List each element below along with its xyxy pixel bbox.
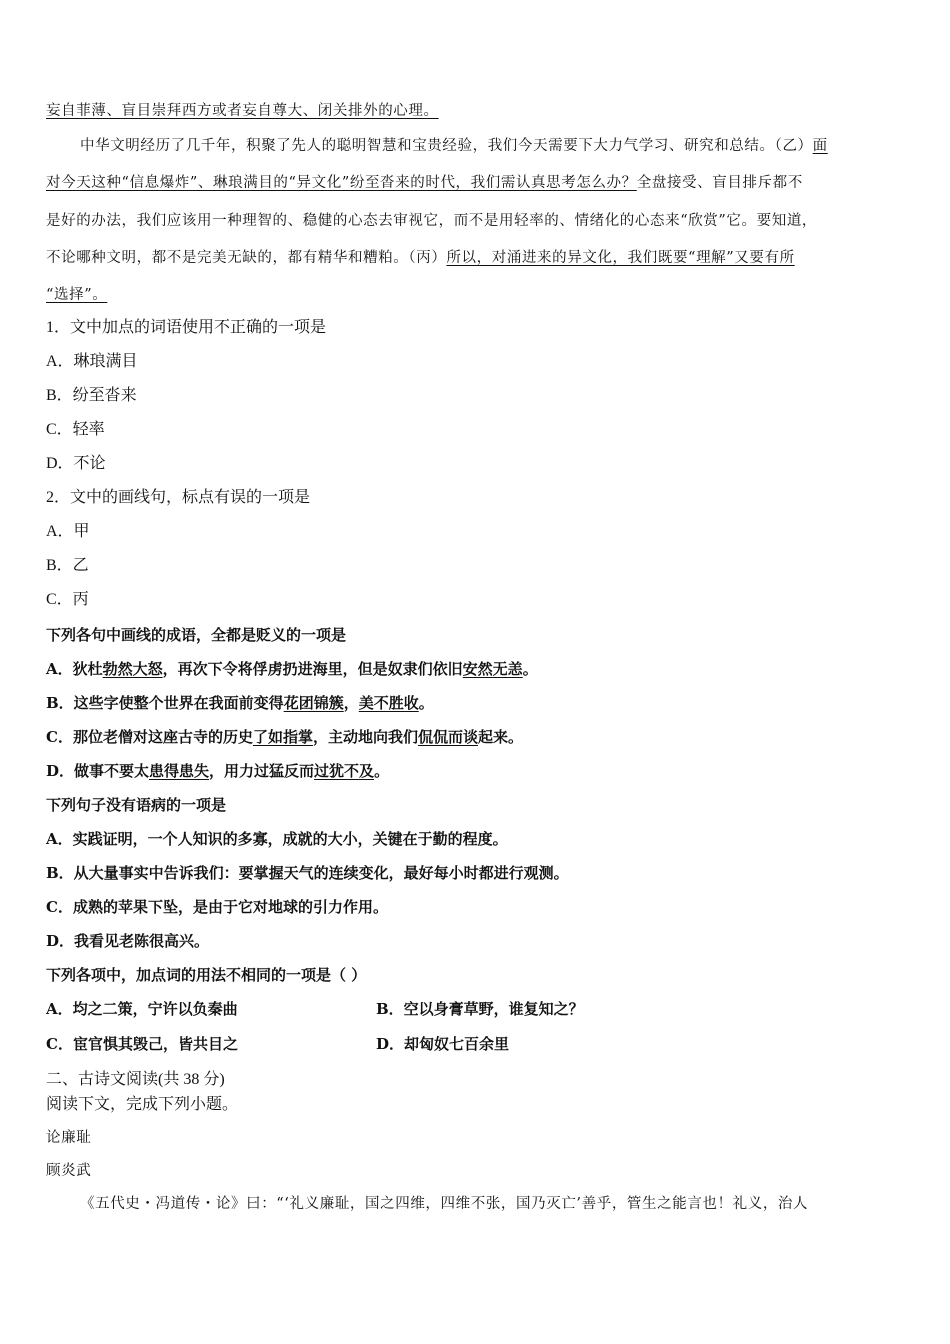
option: A．均之二策，宁许以负秦曲	[46, 1000, 238, 1018]
passage-line	[46, 248, 795, 268]
passage-text: 全盘接受、盲目排斥都不	[636, 175, 803, 191]
option	[46, 761, 389, 781]
underlined-idiom: 患得患失	[149, 762, 210, 780]
article-author: 顾炎武	[46, 1163, 92, 1179]
question-stem: 1．文中加点的词语使用不正确的一项是	[46, 319, 327, 336]
underlined-idiom: 了如指掌	[252, 728, 313, 746]
passage-line	[80, 136, 828, 156]
option-text: 。	[374, 762, 390, 780]
option-text: ，再次下令将俘虏扔进海里，但是奴隶们依旧	[162, 660, 463, 678]
underlined-sentence: 所以，对涌进来的异文化，我们既要“理解”又要有所	[446, 250, 795, 266]
option-text: ，主动地向我们	[312, 728, 418, 746]
article-text: 《五代史・冯道传・论》曰：“‘礼义廉耻，国之四维，四维不张，国乃灭亡’善乎，管生之能言也！礼义，治人	[80, 1196, 809, 1212]
article-title: 论廉耻	[46, 1130, 92, 1146]
option: C．轻率	[46, 421, 105, 438]
option	[46, 727, 523, 747]
underlined-idiom: 花团锦簇	[283, 694, 344, 712]
option: C．成熟的苹果下坠，是由于它对地球的引力作用。	[46, 898, 388, 916]
option-text: 。	[522, 660, 538, 678]
passage-text: 中华文明经历了几千年，积聚了先人的聪明智慧和宝贵经验，我们今天需要下大力气学习、研究和总结。（乙）	[80, 138, 813, 154]
option: D．我看见老陈很高兴。	[46, 932, 210, 950]
option	[46, 693, 434, 713]
option-text: ，	[343, 694, 359, 712]
section-instruction: 阅读下文，完成下列小题。	[46, 1096, 239, 1113]
option-text: D．做事不要太	[46, 762, 150, 780]
question-stem: 下列句子没有语病的一项是	[46, 796, 227, 814]
option: B．从大量事实中告诉我们：要掌握天气的连续变化，最好每小时都进行观测。	[46, 864, 569, 882]
underlined-idiom: 美不胜收	[358, 694, 419, 712]
option: B．纷至沓来	[46, 387, 137, 404]
option-text: C．那位老僧对这座古寺的历史	[46, 728, 253, 746]
passage-line: 是好的办法，我们应该用一种理智的、稳健的心态去审视它，而不是用轻率的、情绪化的心态来“欣赏”它。要知道，	[46, 213, 818, 229]
option	[46, 659, 538, 679]
option-text: 。	[418, 694, 434, 712]
option-text: 起来。	[478, 728, 524, 746]
option: C．丙	[46, 591, 89, 608]
option-text: B．这些字使整个世界在我面前变得	[46, 694, 284, 712]
option: A．琳琅满目	[46, 353, 138, 370]
option-text: A．狄杜	[46, 660, 103, 678]
underlined-idiom: 侃侃而谈	[417, 728, 478, 746]
option: D．却匈奴七百余里	[376, 1035, 510, 1053]
option: B．空以身膏草野，谁复知之？	[376, 1000, 584, 1018]
question-stem: 2．文中的画线句，标点有误的一项是	[46, 489, 311, 506]
question-stem: 下列各项中，加点词的用法不相同的一项是（ ）	[46, 966, 367, 984]
underlined-idiom: 安然无恙	[462, 660, 523, 678]
passage-line: 妄自菲薄、盲目崇拜西方或者妄自尊大、闭关排外的心理。	[46, 103, 439, 119]
passage-line	[46, 173, 803, 193]
underlined-sentence: 面	[812, 138, 828, 154]
section-heading: 二、古诗文阅读(共 38 分)	[46, 1071, 225, 1088]
option: A．实践证明，一个人知识的多寡，成就的大小，关键在于勤的程度。	[46, 830, 508, 848]
passage-text: 不论哪种文明，都不是完美无缺的，都有精华和糟粕。（丙）	[46, 250, 447, 266]
passage-line: “选择”。	[46, 287, 108, 303]
option: A．甲	[46, 523, 90, 540]
option: D．不论	[46, 455, 106, 472]
underlined-idiom: 过犹不及	[314, 762, 375, 780]
option: B．乙	[46, 557, 89, 574]
underlined-sentence: 对今天这种“信息爆炸”、琳琅满目的“异文化”纷至沓来的时代，我们需认真思考怎么办？	[46, 175, 637, 191]
option-text: ，用力过猛反而	[209, 762, 315, 780]
option: C．宦官惧其毁己，皆共目之	[46, 1035, 238, 1053]
question-stem: 下列各句中画线的成语，全都是贬义的一项是	[46, 626, 347, 644]
underlined-idiom: 勃然大怒	[102, 660, 163, 678]
